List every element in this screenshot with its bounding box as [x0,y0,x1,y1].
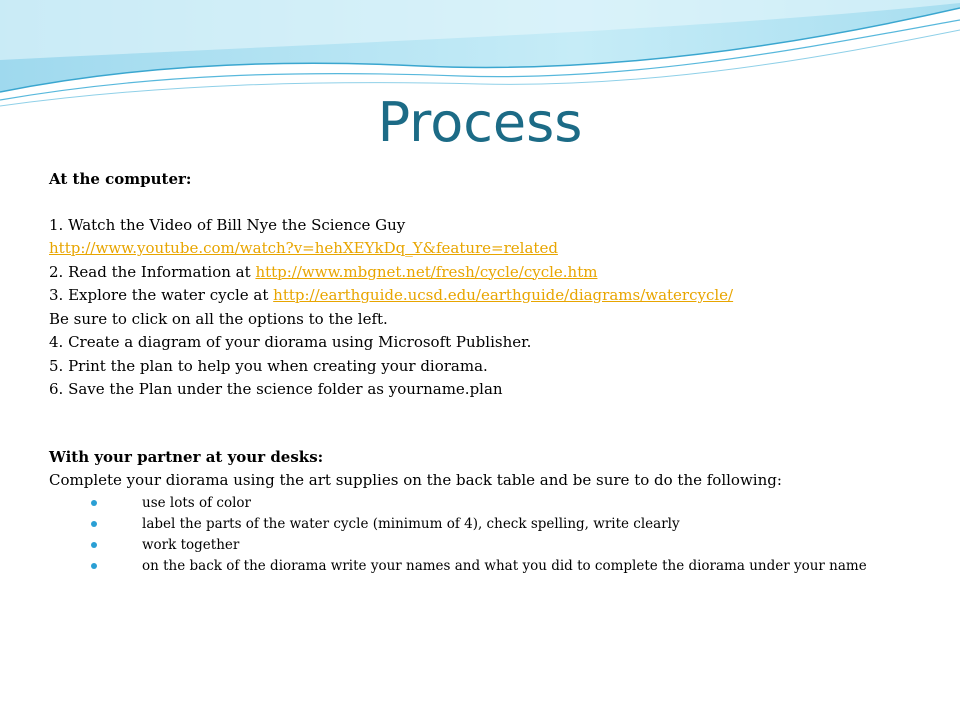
youtube-link[interactable]: http://www.youtube.com/watch?v=hehXEYkDq_Y&feature=related [49,239,558,257]
list-item-text: label the parts of the water cycle (minimum of 4), check spelling, write clearly [142,515,680,532]
earthguide-link[interactable]: http://earthguide.ucsd.edu/earthguide/diagrams/watercycle/ [273,286,734,304]
list-item-text: work together [142,536,240,553]
bullet-icon [91,500,97,506]
step-3 [49,284,919,308]
step-2 [49,261,919,285]
bullet-icon [91,542,97,548]
step-5: 5. Print the plan to help you when creating your diorama. [49,356,488,375]
list-item [49,514,919,534]
mbgnet-link[interactable]: http://www.mbgnet.net/fresh/cycle/cycle.htm [255,262,598,281]
slide-title: Process [377,91,583,154]
section-2-intro: Complete your diorama using the art supplies on the back table and be sure to do the following: [49,471,782,489]
slide-body [49,168,919,577]
step-3-note: Be sure to click on all the options to the left. [49,309,388,328]
list-item [49,535,919,555]
bullet-icon [91,563,97,569]
step-1: 1. Watch the Video of Bill Nye the Science Guy [49,215,406,234]
section-heading-partner: With your partner at your desks: [49,447,324,466]
section-heading-computer: At the computer: [49,170,192,188]
step-4: 4. Create a diagram of your diorama using Microsoft Publisher. [49,333,532,351]
list-item [49,556,919,576]
list-item-text: use lots of color [142,494,251,511]
requirements-list [49,493,919,576]
bullet-icon [91,521,97,527]
list-item [49,493,919,513]
step-6: 6. Save the Plan under the science folder as yourname.plan [49,380,503,398]
list-item-text: on the back of the diorama write your names and what you did to complete the diorama under your name [142,557,867,574]
step-3-text: 3. Explore the water cycle at [49,286,274,304]
step-2-text: 2. Read the Information at [49,262,256,281]
